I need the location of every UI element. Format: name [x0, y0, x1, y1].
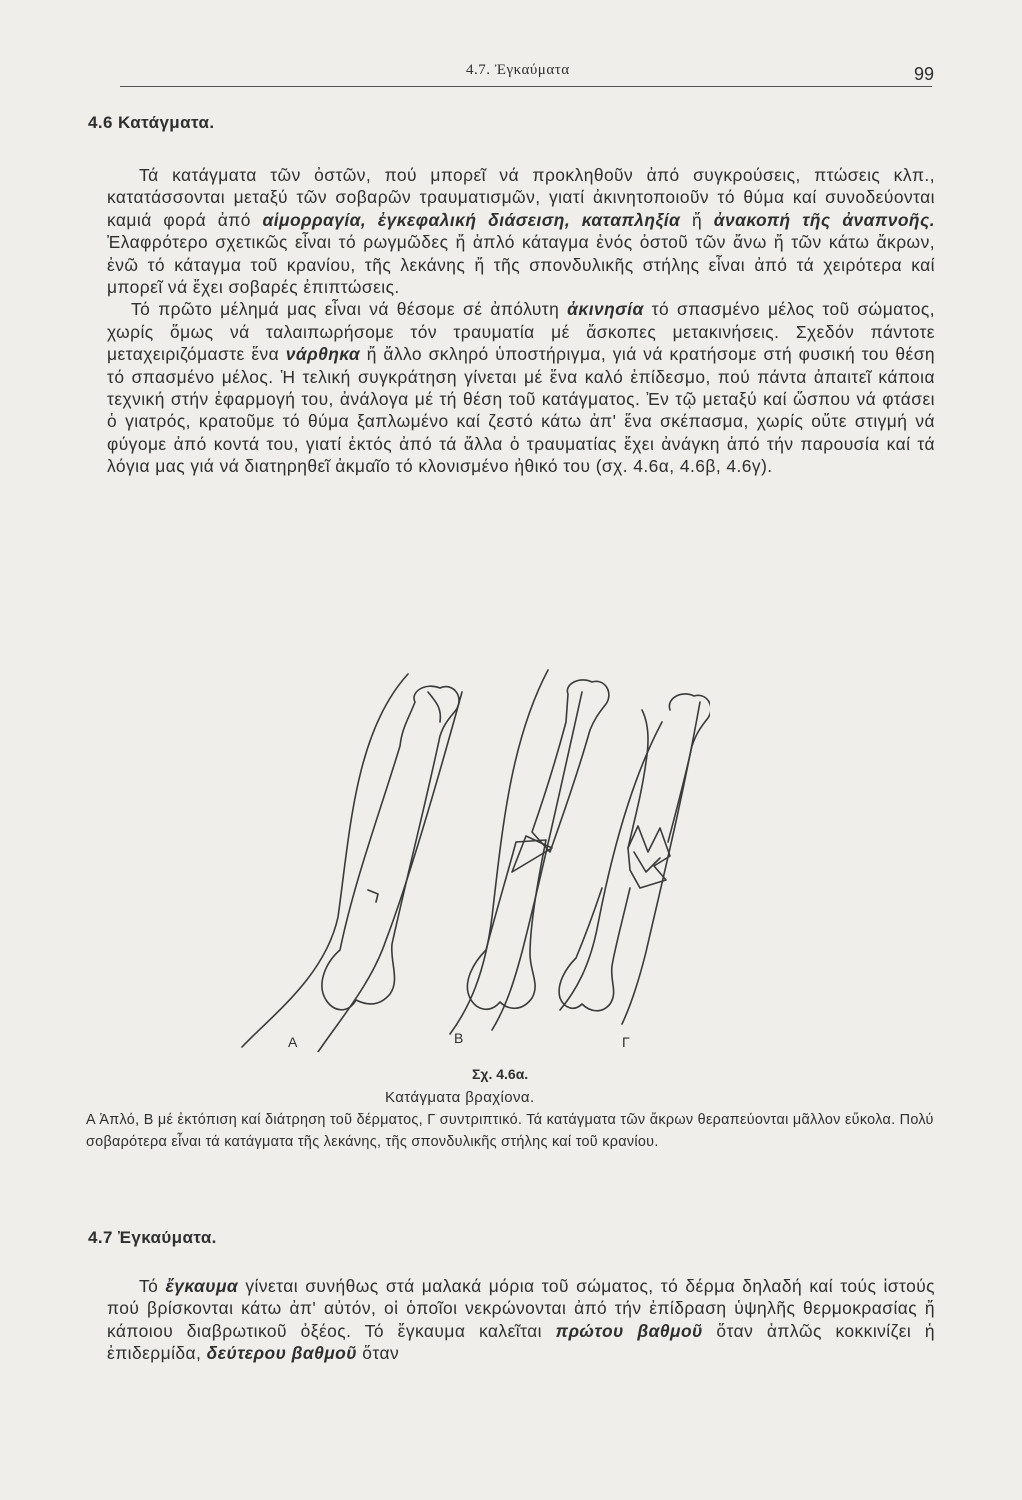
humerus-simple-fracture [322, 686, 459, 1010]
figure-note: Α Ἁπλό, Β μέ ἐκτόπιση καί διάτρηση τοῦ δέρματος, Γ συντριπτικό. Τά κατάγματα τῶν ἄκρων θεραπεύονται μᾶλλον εὔκολα. Πολύ σοβαρότερα εἶναι τά κατάγματα τῆς λεκάνης, τῆς σπονδυλικῆς στήλης καί τοῦ κρανίου. [86, 1112, 934, 1150]
burns-text [107, 1275, 935, 1365]
fractures-paragraph-1: Τά κατάγματα τῶν ὀστῶν, πού μπορεῖ νά προκληθοῦν ἀπό συγκρούσεις, πτώσεις κλπ., κατατάσσονται μεταξύ τῶν σοβαρῶν τραυματισμῶν, γιατί ἀκινητοποιοῦν τό θύμα καί συνοδεύονται καμιά φορά ἀπό αἱμορραγία, ἐγκεφαλική διάσειση, καταπληξία ἤ ἀνακοπή τῆς ἀναπνοῆς. Ἐλαφρότερο σχετικῶς εἶναι τό ρωγμῶδες ἤ ἁπλό κάταγμα ἑνός ὀστοῦ τῶν ἄνω ἤ τῶν κάτω ἄκρων, ἐνῶ τό κάταγμα τοῦ κρανίου, τῆς λεκάνης ἤ τῆς σπονδυλικῆς στήλης εἶναι ἀπό τά χειρότερα καί μπορεῖ νά ἔχει σοβαρές ἐπιπτώσεις. [107, 165, 935, 298]
fractures-paragraph-2: Τό πρῶτο μέλημά μας εἶναι νά θέσομε σέ ἀπόλυτη ἀκινησία τό σπασμένο μέλος τοῦ σώματος, χωρίς ὅμως νά ταλαιπωρήσομε τόν τραυματία μέ ἄσκοπες μετακινήσεις. Σχεδόν πάντοτε μεταχειριζόμαστε ἕνα νάρθηκα ἤ ἄλλο σκληρό ὑποστήριγμα, γιά νά κρατήσομε στή φυσική του θέση τό σπασμένο μέλος. Ἡ τελική συγκράτηση γίνεται μέ ἕνα καλό ἐπίδεσμο, πού πάντα ἀπαιτεῖ κάποια τεχνική στήν ἐφαρμογή του, ἀνάλογα μέ τή θέση τοῦ κατάγματος. Ἐν τῷ μεταξύ καί ὥσπου νά φτάσει ὁ γιατρός, κρατοῦμε τό θύμα ξαπλωμένο καί ζεστό κάτω ἀπ' ἕνα σκέπασμα, χωρίς οὔτε στιγμή νά φύγομε ἀπό κοντά του, γιατί ἐκτός ἀπό τά ἄλλα ὁ τραυματίας ἔχει ἀνάγκη ἀπό τήν παρουσία καί τά λόγια μας γιά νά διατηρηθεῖ ἀκμαῖο τό κλονισμένο ἠθικό του (σχ. 4.6α, 4.6β, 4.6γ). [107, 299, 935, 477]
fractures-text [107, 164, 935, 478]
section-heading-fractures: 4.6 Κατάγματα. [88, 113, 215, 132]
humerus-fracture-figure [230, 662, 710, 1052]
burns-paragraph-1: Τό ἔγκαυμα γίνεται συνήθως στά μαλακά μόρια τοῦ σώματος, τό δέρμα δηλαδή καί τούς ἱστούς πού βρίσκονται κάτω ἀπ' αὐτόν, οἱ ὁποῖοι νεκρώνονται ἀπό τήν ἐπίδραση ὑψηλῆς θερμοκρασίας ἤ κάποιου διαβρωτικοῦ ὀξέος. Τό ἔγκαυμα καλεῖται πρώτου βαθμοῦ ὅταν ἁπλῶς κοκκινίζει ἡ ἐπιδερμίδα, δεύτερου βαθμοῦ ὅταν [107, 1276, 935, 1364]
figure-label-b: Β [454, 1030, 464, 1046]
figure-label-c: Γ [622, 1034, 630, 1050]
arm-outline-a [242, 674, 462, 1052]
figure-number: Σχ. 4.6α. [472, 1066, 529, 1082]
figure-caption: Κατάγματα βραχίονα. [385, 1089, 535, 1106]
header-rule [120, 86, 932, 87]
page-number: 99 [913, 64, 934, 84]
humerus-comminuted-fracture [559, 694, 710, 1011]
running-head: 4.7. Ἐγκαύματα [466, 62, 570, 78]
figure-label-a: Α [288, 1034, 298, 1050]
section-heading-burns: 4.7 Ἐγκαύματα. [88, 1228, 217, 1247]
